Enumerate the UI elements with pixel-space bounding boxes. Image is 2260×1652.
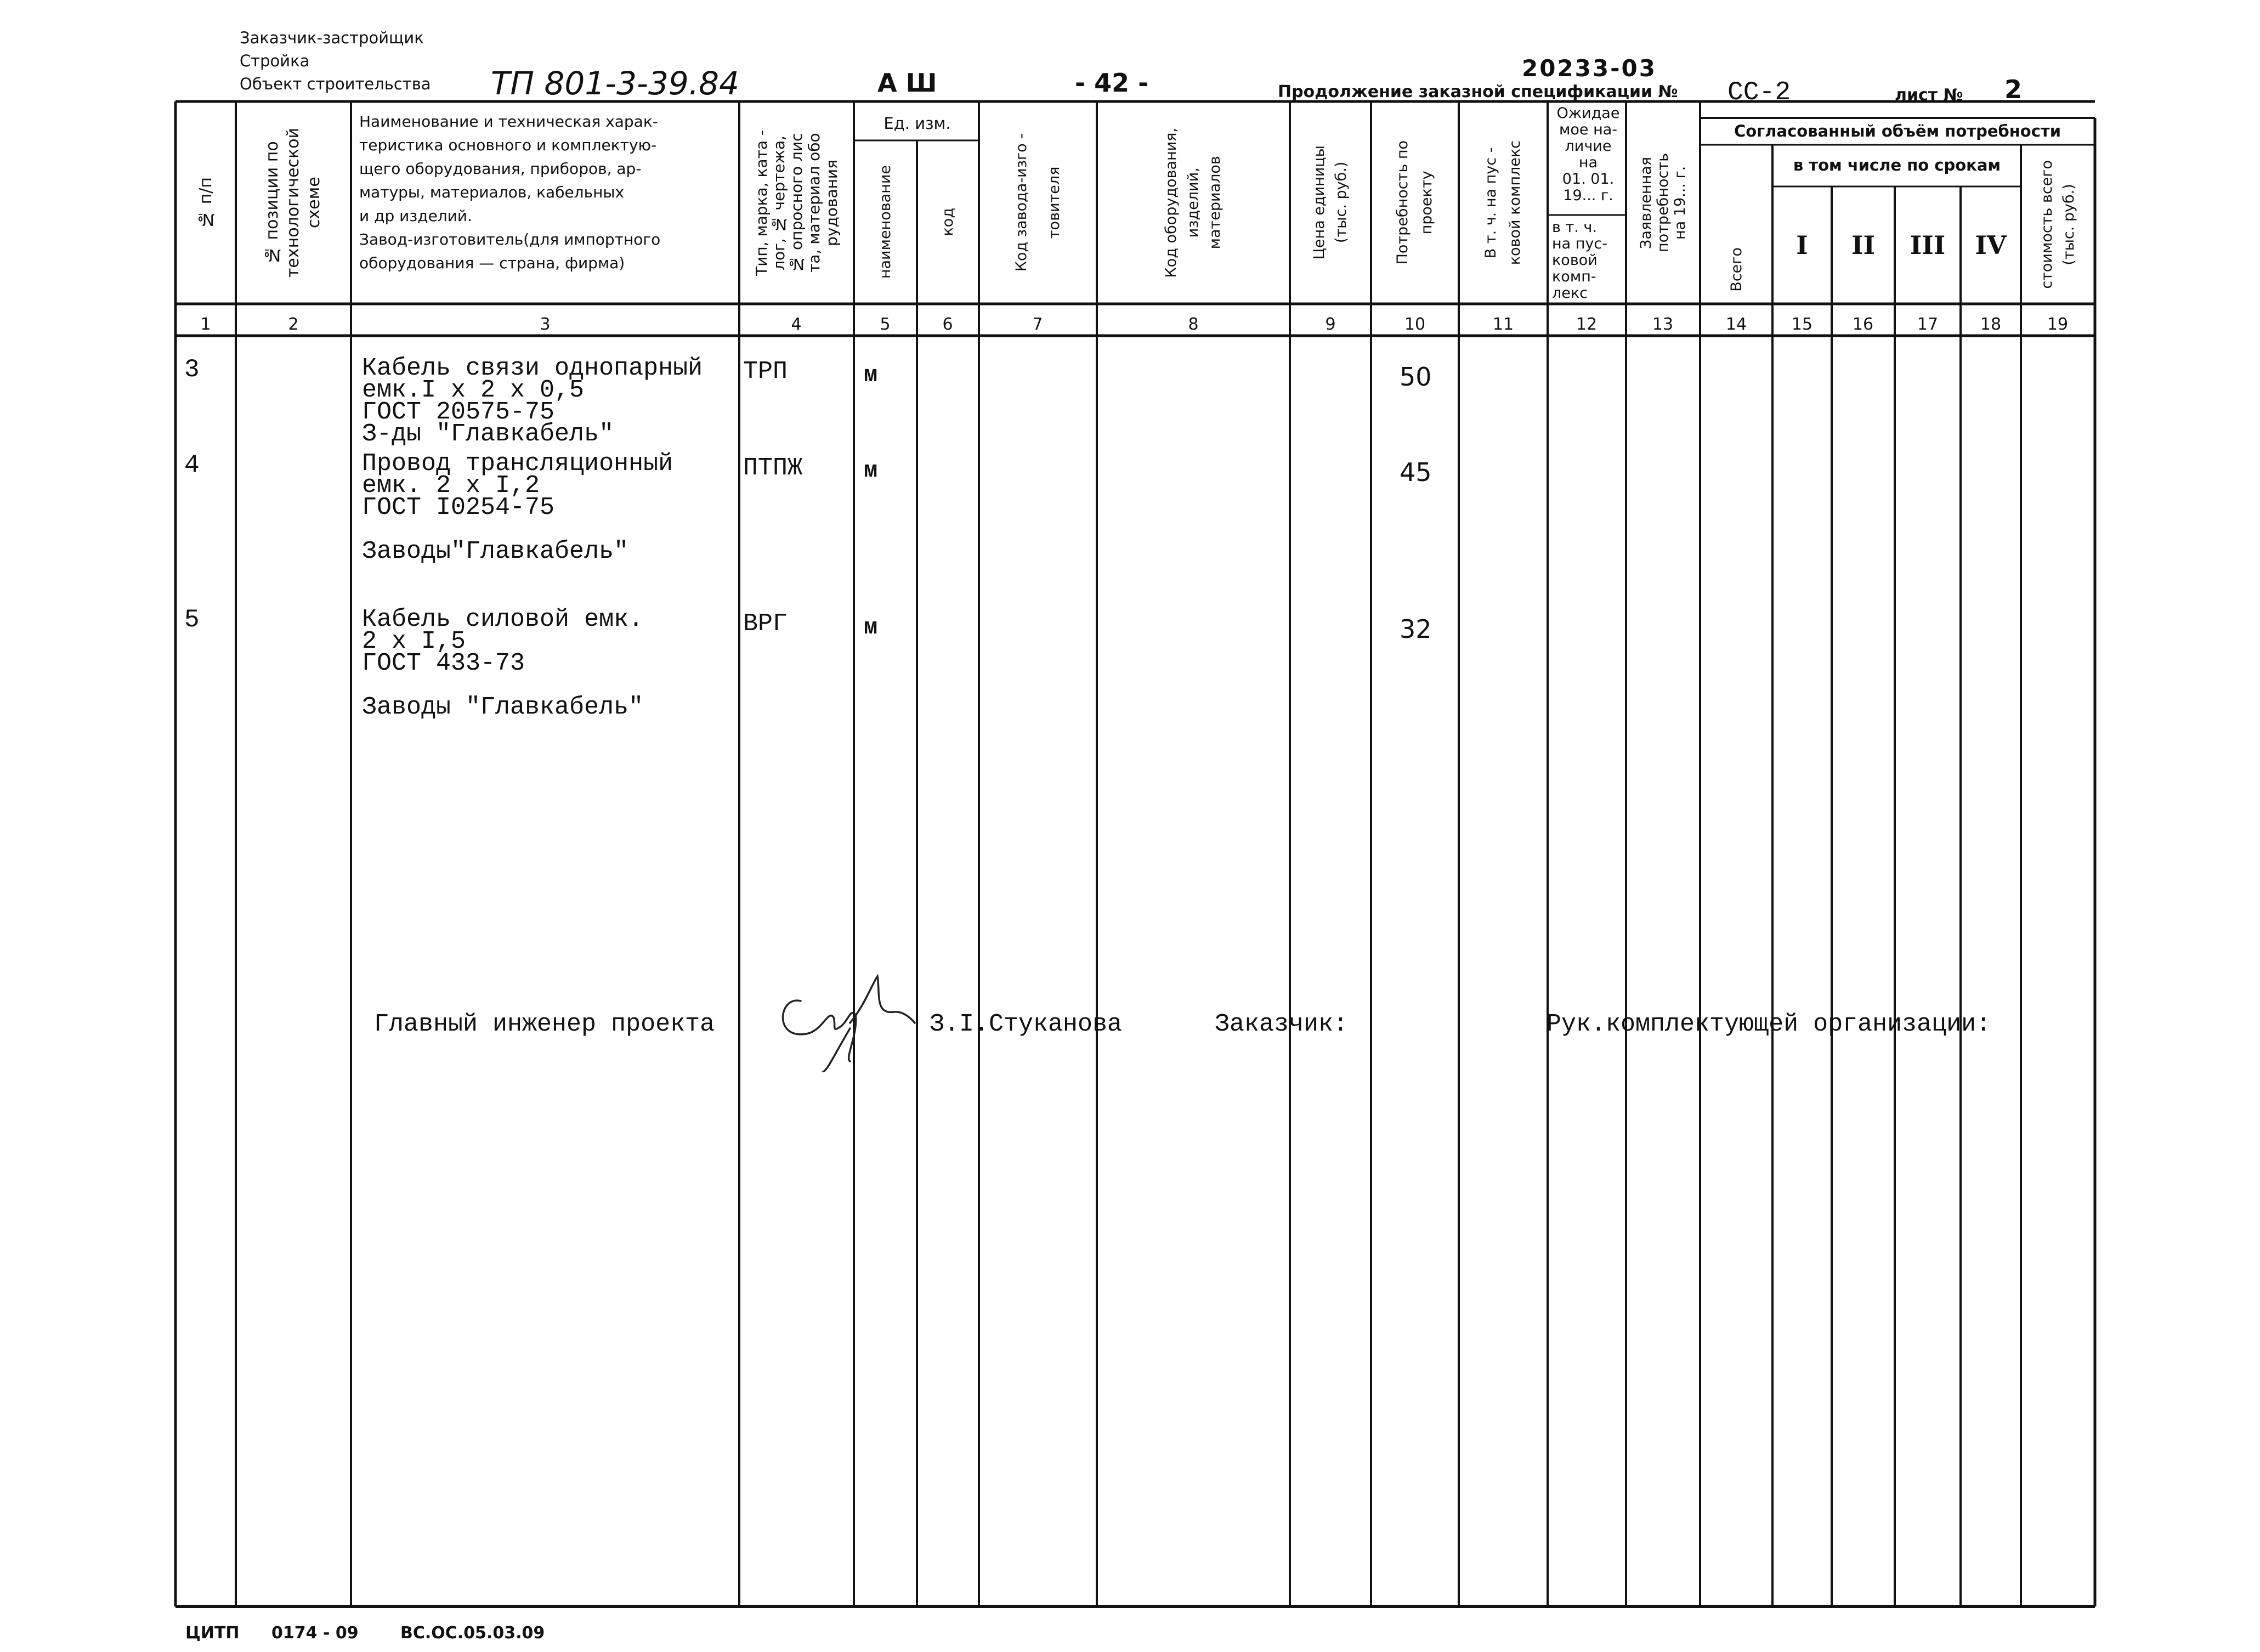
col-number-15: 15	[1791, 315, 1813, 334]
footer-doc: ВС.ОС.05.03.09	[400, 1623, 545, 1643]
object-label: Объект строительства	[240, 75, 431, 93]
col-number-19: 19	[2047, 315, 2069, 334]
col-number-17: 17	[1917, 315, 1939, 334]
sheet-number: 2	[2004, 75, 2023, 104]
col-header-2: № позиции по технологической схеме	[263, 127, 324, 278]
footer-code: 0174 - 09	[271, 1623, 359, 1643]
handwritten-signature	[768, 963, 927, 1072]
row-number: 3	[184, 355, 200, 384]
object-code: ТП 801-3-39.84	[491, 65, 739, 102]
col-header-7: Код завода-изго - товителя	[1012, 133, 1063, 272]
col-number-9: 9	[1325, 315, 1336, 334]
agreed-group-header: Согласованный объём потребности	[1734, 122, 2061, 140]
col-number-13: 13	[1652, 315, 1674, 334]
continuation-label: Продолжение заказной спецификации №	[1278, 82, 1678, 101]
item-unit: м	[864, 362, 878, 388]
col-header-18: IV	[1975, 230, 2007, 260]
site-label: Стройка	[240, 52, 310, 70]
terms-group-header: в том числе по срокам	[1793, 156, 2001, 174]
col-header-1: № п/п	[196, 177, 216, 229]
item-description: Провод трансляционный емк. 2 x I,2 ГОСТ I0254-75 Заводы"Главкабель"	[362, 450, 673, 565]
col-number-18: 18	[1980, 315, 2002, 334]
footer-org: ЦИТП	[185, 1623, 240, 1643]
col-number-14: 14	[1725, 315, 1747, 334]
spec-code: СС-2	[1727, 78, 1791, 108]
col-header-13: Заявленная потребность на 19... г.	[1638, 153, 1689, 252]
col-number-10: 10	[1404, 315, 1426, 334]
col-number-8: 8	[1188, 315, 1199, 334]
item-description: Кабель силовой емк. 2 x I,5 ГОСТ 433-73 Заводы "Главкабель"	[362, 606, 644, 721]
chief-engineer-label: Главный инженер проекта	[374, 1010, 715, 1038]
col-number-7: 7	[1032, 315, 1043, 334]
col-number-4: 4	[791, 315, 802, 334]
col-number-16: 16	[1852, 315, 1874, 334]
item-unit: м	[864, 614, 878, 641]
col-header-14: Всего	[1727, 247, 1745, 292]
row-number: 5	[184, 606, 200, 634]
item-description: Кабель связи однопарный емк.I x 2 x 0,5 ГОСТ 20575-75 З-ды "Главкабель"	[362, 354, 703, 448]
col-number-1: 1	[200, 315, 211, 334]
item-quantity: 32	[1400, 614, 1432, 644]
customer-label: Заказчик-застройщик	[240, 29, 424, 47]
item-type: ВРГ	[743, 610, 788, 638]
engineer-name: З.I.Стуканова	[930, 1010, 1123, 1038]
col-header-5: наименование	[877, 165, 894, 279]
col-number-6: 6	[942, 315, 953, 334]
album-code: А Ш	[877, 68, 937, 98]
col-header-4: Тип, марка, ката - лог, № чертежа, № опросного лис та, материал обо рудования	[752, 129, 841, 276]
unit-group-header: Ед. изм.	[883, 114, 951, 133]
col-number-2: 2	[288, 315, 299, 334]
col-number-11: 11	[1492, 315, 1514, 334]
col-header-16: II	[1851, 230, 1876, 260]
spec-number: 20233-03	[1522, 55, 1657, 82]
col-header-19: стоимость всего (тыс. руб.)	[2038, 160, 2077, 289]
supplier-head-label: Рук.комплектующей организации:	[1547, 1010, 1991, 1038]
col-header-12b: в т. ч. на пус- ковой комп- лекс	[1552, 219, 1607, 302]
item-quantity: 50	[1400, 362, 1432, 392]
item-unit: м	[864, 457, 878, 484]
col-header-11: В т. ч. на пус - ковой комплекс	[1482, 140, 1523, 265]
col-number-5: 5	[880, 315, 891, 334]
customer-signature-label: Заказчик:	[1215, 1010, 1349, 1038]
col-header-15: I	[1796, 230, 1808, 260]
page-number: - 42 -	[1075, 68, 1149, 98]
col-header-9: Цена единицы (тыс. руб.)	[1311, 145, 1350, 260]
col-header-3: Наименование и техническая харак- теристика основного и комплектую- щего оборудования, приборов, ар- матуры, материалов, кабельных и др изделий. Завод-изготовитель(для импортного оборудования — страна, фирма)	[359, 112, 661, 272]
item-type: ПТПЖ	[743, 454, 803, 482]
col-header-12: Ожидае мое на- личие на 01. 01. 19... г.	[1556, 105, 1620, 204]
col-header-6: код	[939, 208, 956, 236]
col-number-12: 12	[1576, 315, 1598, 334]
item-type: ТРП	[743, 358, 788, 386]
item-quantity: 45	[1400, 457, 1432, 487]
col-header-10: Потребность по проекту	[1394, 140, 1435, 265]
col-number-3: 3	[540, 315, 551, 334]
sheet-label: лист №	[1895, 86, 1963, 105]
col-header-8: Код оборудования, изделий, материалов	[1163, 127, 1224, 278]
col-header-17: III	[1910, 230, 1946, 260]
row-number: 4	[184, 451, 200, 479]
